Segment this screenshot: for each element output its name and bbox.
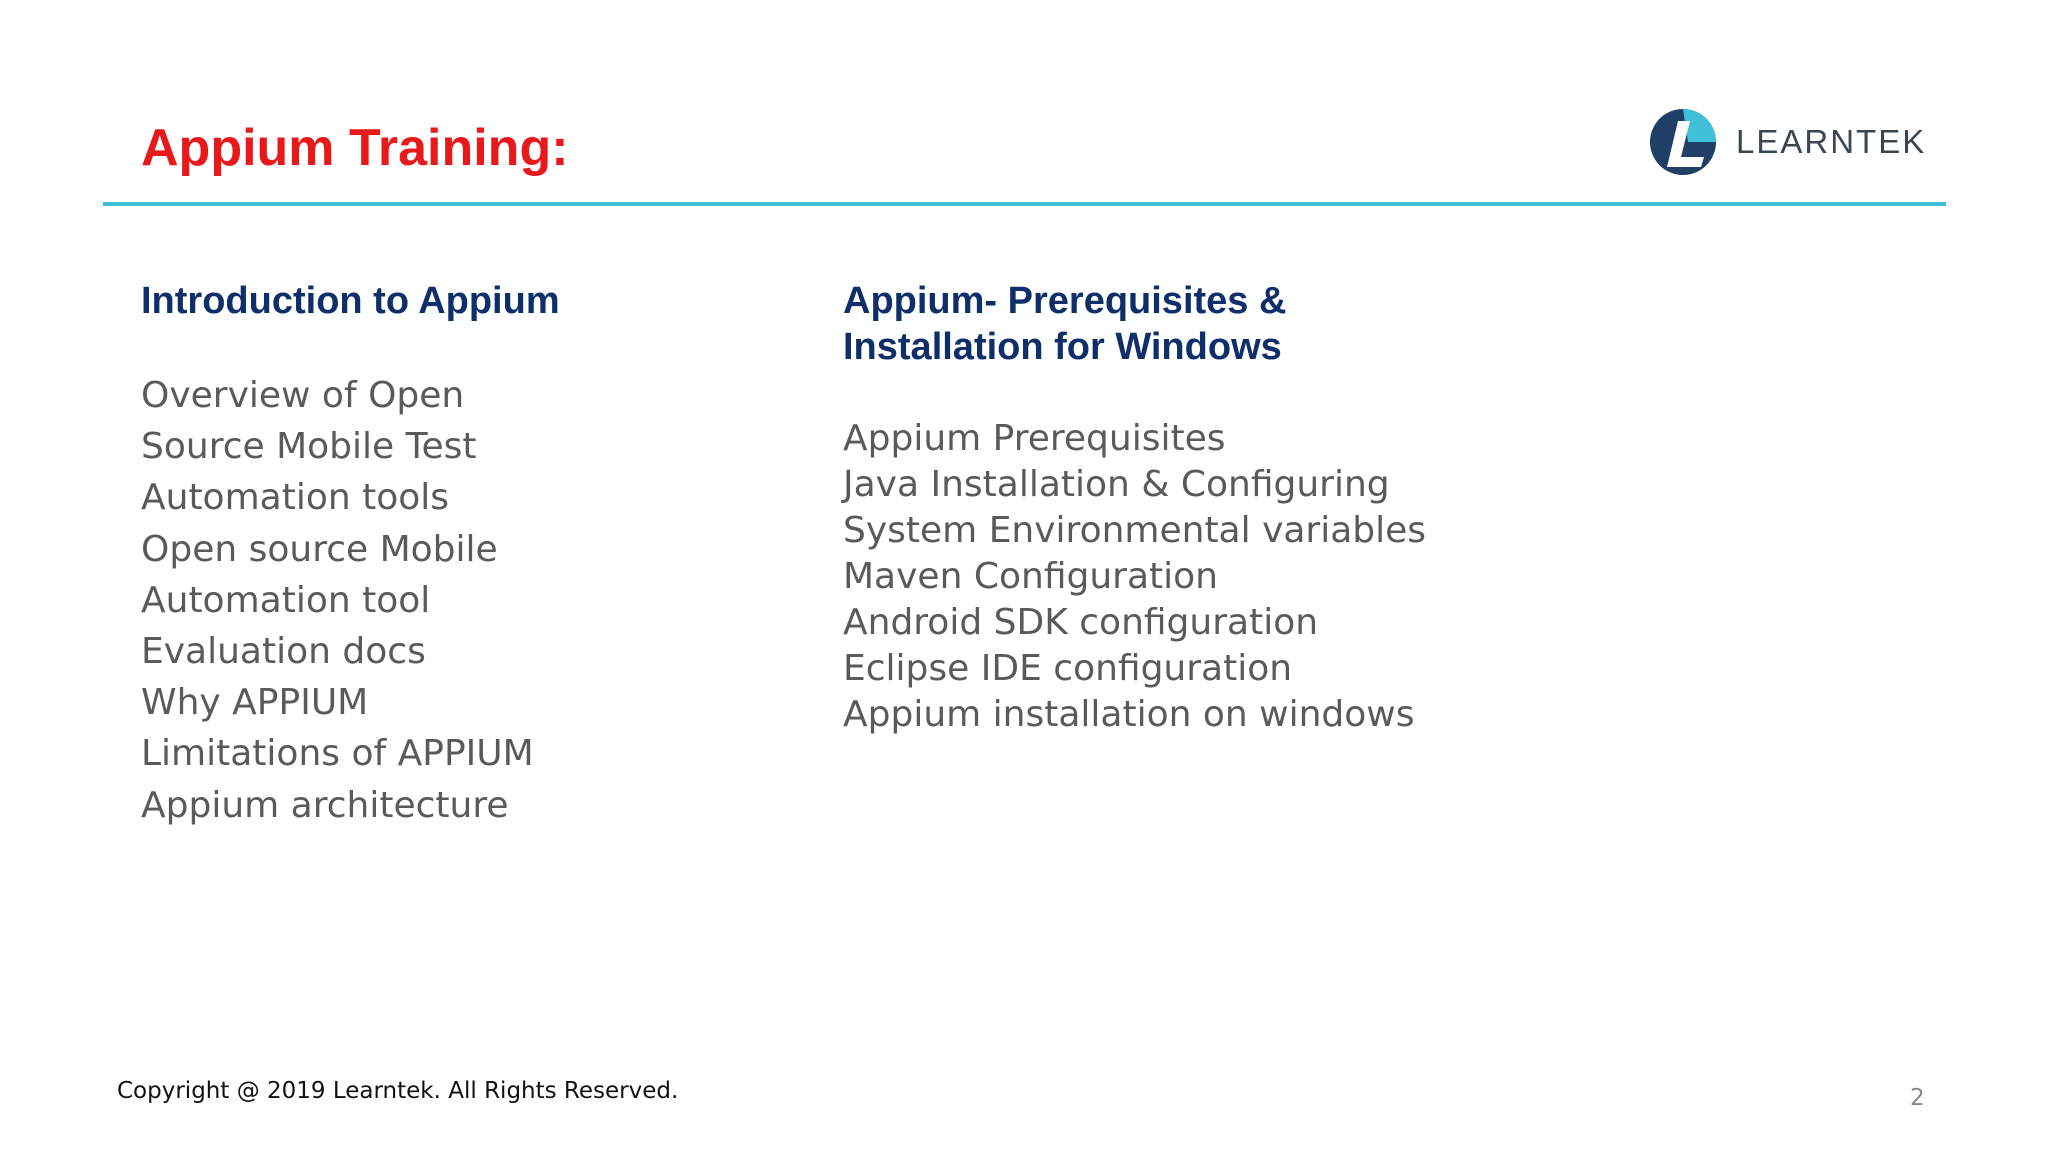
logo-text: LEARNTEK [1736, 123, 1927, 160]
list-item: Limitations of APPIUM [141, 733, 534, 775]
list-item: Overview of Open Source Mobile Test Automation tools [141, 375, 477, 519]
copyright-footer: Copyright @ 2019 Learntek. All Rights Reserved. [117, 1078, 679, 1104]
title-divider [103, 202, 1946, 206]
left-column-heading: Introduction to Appium [141, 280, 560, 322]
list-item: Android SDK configuration [843, 602, 1319, 643]
list-item: Appium Prerequisites [843, 418, 1226, 459]
list-item: Appium architecture [141, 784, 509, 826]
learntek-logo-icon [1648, 107, 1718, 177]
page-number: 2 [1910, 1085, 1925, 1111]
right-column-heading: Appium- Prerequisites & Installation for Windows [843, 280, 1287, 368]
right-column [843, 278, 1543, 738]
list-item: Maven Configuration [843, 556, 1218, 597]
list-item: Open source Mobile Automation tool Evaluation docs [141, 528, 498, 673]
list-item: Java Installation & Configuring [843, 464, 1390, 505]
list-item: Appium installation on windows [843, 694, 1415, 735]
slide-title: Appium Training: [141, 119, 569, 177]
left-topic-list [141, 370, 561, 831]
left-column [141, 278, 741, 831]
list-item: Why APPIUM [141, 682, 369, 724]
right-topic-list [843, 416, 1543, 738]
list-item: Eclipse IDE configuration [843, 648, 1293, 689]
list-item: System Environmental variables [843, 510, 1427, 551]
learntek-logo [1648, 104, 1926, 180]
